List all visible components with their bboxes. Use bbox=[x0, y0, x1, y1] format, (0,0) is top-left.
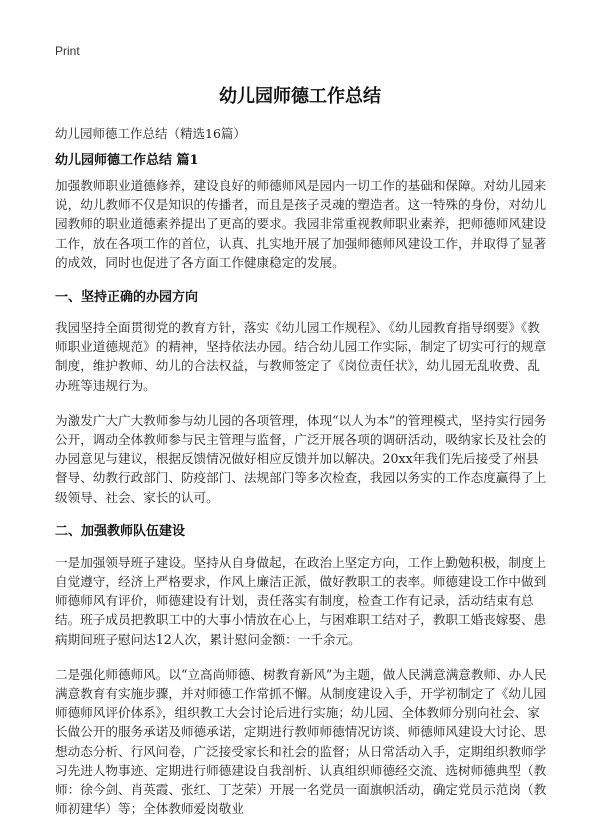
paragraph-2b: 二是强化师德师风。以“立高尚师德、树教育新风”为主题，做人民满意满意教师、办人民满意教育有实施步骤，并对师德工作常抓不懈。从制度建设入手，开学初制定了《幼儿园师德师风评价体系》，组织教工大会讨论后进行实施；幼儿园、全体教师分别向社会、家长做公开的服务承诺及师德承诺，定期进行教师师德情况访谈、师德师风建设大讨论、思想动态分析、行风问卷，广泛接受家长和社会的监督；从日常活动入手，定期组织教师学习先进人物事迹、定期进行师德建设自我剖析、认真组织师德经交流、选树师德典型（教师：徐今剑、肖英霞、张红、丁芝荣）开展一名党员一面旗帜活动，确定党员示范岗（教师初建华）等；全体教师爱岗敬业 bbox=[55, 666, 547, 817]
heading-1: 一、坚持正确的办园方向 bbox=[55, 289, 199, 305]
section-title: 幼儿园师德工作总结 篇1 bbox=[55, 152, 199, 168]
paragraph-1b: 为激发广大广大教师参与幼儿园的各项管理，体现“以人为本”的管理模式，坚持实行园务公开，调动全体教师参与民主管理与监督，广泛开展各项的调研活动，吸纳家长及社会的办园意见与建议，根据反馈情况做好相应反馈并加以解决。20xx年我们先后接受了州县督导、幼教行政部门、防疫部门、法规部门等多次检查，我园以务实的工作态度赢得了上级领导、社会、家长的认可。 bbox=[55, 412, 547, 505]
paragraph-2a: 一是加强领导班子建设。坚持从自身做起，在政治上坚定方向，工作上勤勉积极，制度上自觉遵守，经济上严格要求，作风上廉洁正派，做好教职工的表率。师德建设工作中做到师德师风有评价，师德建设有计划，责任落实有制度，检查工作有记录，活动结束有总结。班子成员把教职工中的大事小情放在心上，与困难职工结对子，教职工婚丧嫁娶、患病期间班子慰问达12人次，累计慰问金额：一千余元。 bbox=[55, 554, 547, 647]
heading-2: 二、加强教师队伍建设 bbox=[55, 524, 186, 540]
paragraph-1a: 我园坚持全面贯彻党的教育方针，落实《幼儿园工作规程》、《幼儿园教育指导纲要》《教师职业道德规范》的精神，坚持依法办园。结合幼儿园工作实际，制定了切实可行的规章制度，维护教师、幼儿的合法权益，与教师签定了《岗位责任状》，幼儿园无乱收费、乱办班等违规行为。 bbox=[55, 320, 547, 393]
print-label: Print bbox=[55, 44, 80, 58]
document-subtitle: 幼儿园师德工作总结（精选16篇） bbox=[55, 126, 246, 141]
intro-paragraph: 加强教师职业道德修养，建设良好的师德师风是园内一切工作的基础和保障。对幼儿园来说，幼儿教师不仅是知识的传播者，而且是孩子灵魂的塑造者。这一特殊的身份，对幼儿园教师的职业道德素养提出了更高的要求。我园非常重视教师职业素养，把师德师风建设工作，放在各项工作的首位，认真、扎实地开展了加强师德师风建设工作，并取得了显著的成效，同时也促进了各方面工作健康稳定的发展。 bbox=[55, 178, 547, 270]
document-body bbox=[55, 148, 547, 818]
document-title: 幼儿园师德工作总结 bbox=[219, 86, 381, 107]
